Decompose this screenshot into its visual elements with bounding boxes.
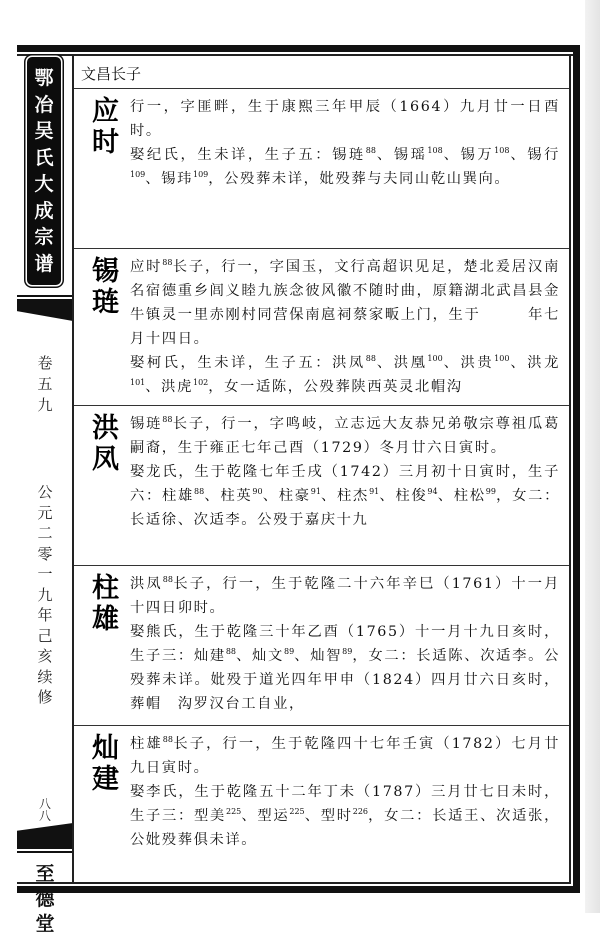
hall-name <box>17 862 73 937</box>
page-reference: 89 <box>342 647 353 656</box>
entry-section <box>74 90 569 249</box>
entry-body <box>130 572 560 716</box>
vertical-char: 年 <box>37 606 53 624</box>
vertical-char: 成 <box>34 199 54 222</box>
entry-text: 、柱豪 <box>262 488 311 504</box>
entry-name-char: 凤 <box>92 444 119 475</box>
page-reference: 88 <box>162 258 173 267</box>
edition-note <box>17 482 73 708</box>
page-reference: 89 <box>284 647 295 656</box>
entry-text: 锡琏 <box>130 416 163 432</box>
entry-name <box>92 256 119 318</box>
page-reference: 88 <box>365 146 376 155</box>
fishtail-lower-band <box>17 823 73 849</box>
entry-text: 娶熊氏，生于乾隆三十年乙酉（1765）十一月十九日亥时，生子三：灿建 <box>130 624 560 664</box>
entry-name-char: 雄 <box>92 604 119 635</box>
entry-paragraph <box>130 351 560 399</box>
page-reference: 94 <box>427 487 438 496</box>
vertical-char: 堂 <box>35 913 55 935</box>
fishtail-rule <box>17 295 73 297</box>
page-reference: 88 <box>162 575 173 584</box>
entry-text: 洪凤 <box>130 576 163 592</box>
vertical-char: 元 <box>37 503 53 522</box>
page-reference: 108 <box>494 146 510 155</box>
entry-name-char: 时 <box>92 127 119 158</box>
vertical-char: 己 <box>37 626 53 645</box>
page-reference: 109 <box>192 170 209 179</box>
vertical-char: 冶 <box>34 93 54 116</box>
entry-text: 、锡瑶 <box>375 147 428 163</box>
entry-paragraph <box>130 572 560 620</box>
fishtail-upper-band <box>17 299 73 321</box>
fishtail-rule <box>17 851 73 853</box>
book-title <box>27 65 61 277</box>
entry-text: 娶李氏，生于乾隆五十二年丁未（1787）三月廿七日未时，生子三：型美 <box>130 784 560 824</box>
page-number <box>17 798 73 822</box>
page-reference: 88 <box>194 487 205 496</box>
entry-text: 娶纪氏，生未详，生子五：锡琏 <box>130 147 366 163</box>
page-reference: 88 <box>162 735 173 744</box>
entry-name <box>92 573 119 635</box>
vertical-char: 八 <box>38 809 51 823</box>
entry-text: 长子，行一，字鸣岐，立志远大友恭兄弟敬宗尊祖瓜葛嗣裔，生于雍正七年己酉（1729）冬月廿六日寅时。 <box>130 416 560 456</box>
right-border-thick <box>573 45 580 893</box>
entry-section <box>74 407 569 566</box>
vertical-char: 鄂 <box>34 67 54 89</box>
vertical-char: 至 <box>35 863 55 885</box>
entry-name-char: 锡 <box>92 256 119 287</box>
bottom-border-thin <box>17 882 571 884</box>
entry-text: 、柱俊 <box>379 488 428 504</box>
entry-body <box>130 95 560 191</box>
entry-name <box>92 413 119 475</box>
page-edge-shadow <box>585 0 600 913</box>
page-reference: 102 <box>192 378 209 387</box>
entry-name <box>92 733 119 795</box>
entry-name-char: 建 <box>92 764 119 795</box>
entry-text: 、柱松 <box>437 488 486 504</box>
vertical-char: 九 <box>37 396 53 414</box>
bottom-border-thick <box>17 886 580 893</box>
entry-text: ，女二：长适徐、次适李。公殁于嘉庆十九 <box>130 488 560 528</box>
page-reference: 90 <box>252 487 263 496</box>
entry-name-char: 应 <box>92 96 119 127</box>
vertical-char: 五 <box>37 375 53 393</box>
top-border-thick <box>17 45 580 52</box>
entry-name-char: 灿 <box>92 733 119 764</box>
vertical-char: 一 <box>37 565 53 583</box>
entry-text: 长子，行一，生于乾隆四十七年壬寅（1782）七月廿九日寅时。 <box>130 736 560 776</box>
entry-text: 、型时 <box>304 808 353 824</box>
vertical-char: 零 <box>37 544 53 563</box>
genealogy-content <box>74 55 569 882</box>
entry-paragraph <box>130 255 560 351</box>
entry-text: ，女二：长适陈、次适李。公殁葬未详。妣殁于道光四年甲申（1824）四月廿六日亥时，葬帽 沟罗汉台工自业， <box>130 648 560 712</box>
entry-text: 长子，行一，字国玉，文行高超识见足，楚北爰居汉南名宿德重乡闾义睦九族念彼风徽不随时曲，原籍湖北武昌县金牛镇灵一里赤刚村同营保南扈祠蔡家畈上门，生于 年七月十四日。 <box>130 259 560 347</box>
entry-text: 、柱英 <box>204 488 253 504</box>
vertical-char: 氏 <box>34 146 54 169</box>
entry-section <box>74 250 569 406</box>
entry-paragraph <box>130 412 560 460</box>
entry-body <box>130 732 560 852</box>
vertical-char: 二 <box>37 524 53 542</box>
entry-text: 长子，行一，生于乾隆二十六年辛巳（1761）十一月十四日卯时。 <box>130 576 560 616</box>
entry-text: 行一，字匪畔，生于康熙三年甲辰（1664）九月廿一日酉时。 <box>130 99 560 139</box>
vertical-char: 德 <box>35 888 55 910</box>
entry-paragraph <box>130 95 560 143</box>
vertical-char: 亥 <box>37 647 53 665</box>
entry-name-char: 琏 <box>92 287 119 318</box>
lineage-header-text: 文昌长子 <box>81 65 142 83</box>
entry-text: 、柱杰 <box>320 488 370 504</box>
entry-text: ，女一适陈，公殁葬陕西英灵北帽沟 <box>208 379 463 395</box>
entry-text: 、灿智 <box>294 648 343 664</box>
vertical-char: 修 <box>37 688 53 706</box>
page-reference: 91 <box>369 487 380 496</box>
entry-text: 柱雄 <box>130 736 163 752</box>
entry-section <box>74 727 569 882</box>
entry-text: 、洪虎 <box>145 379 193 395</box>
entry-text: 应时 <box>130 259 163 275</box>
entry-text: 、锡玮 <box>145 171 193 187</box>
page-reference: 88 <box>225 647 237 656</box>
entry-text: 、型运 <box>241 808 290 824</box>
book-title-box <box>27 57 61 285</box>
entry-body <box>130 412 560 532</box>
vertical-char: 九 <box>37 585 53 604</box>
page-reference: 99 <box>485 487 496 496</box>
entry-text: 、锡万 <box>442 147 495 163</box>
volume-number <box>17 353 73 416</box>
page-reference: 225 <box>225 807 242 816</box>
page-reference: 100 <box>494 354 510 363</box>
entry-name-char: 柱 <box>92 573 119 604</box>
entry-paragraph <box>130 460 560 532</box>
entry-text: 、灿文 <box>236 648 284 664</box>
entry-text: ，女二：长适王、次适张，公妣殁葬俱未详。 <box>130 808 560 848</box>
page-reference: 108 <box>427 146 443 155</box>
page-reference: 88 <box>162 415 173 424</box>
page-reference: 225 <box>289 807 305 816</box>
entry-name <box>92 96 119 158</box>
vertical-char: 大 <box>34 173 54 195</box>
entry-text: 娶柯氏，生未详，生子五：洪凤 <box>130 355 366 371</box>
entry-text: ，公殁葬未详，妣殁葬与夫同山乾山巽向。 <box>208 171 511 187</box>
vertical-char: 谱 <box>34 252 54 275</box>
page-reference: 109 <box>130 170 146 179</box>
entry-text: 娶龙氏，生于乾隆七年壬戌（1742）三月初十日寅时，生子六：柱雄 <box>130 464 560 504</box>
page-margin-sidebar <box>17 55 73 935</box>
page-reference: 226 <box>352 807 369 816</box>
vertical-char: 宗 <box>34 226 54 248</box>
entry-body <box>130 255 560 399</box>
vertical-char: 八 <box>38 797 51 811</box>
entry-paragraph <box>130 732 560 780</box>
page-reference: 91 <box>310 487 321 496</box>
entry-name-char: 洪 <box>92 413 119 444</box>
entry-paragraph <box>130 143 560 191</box>
entry-paragraph <box>130 620 560 716</box>
right-border-thin <box>569 54 571 884</box>
vertical-char: 公 <box>37 483 53 501</box>
lineage-header <box>74 55 569 89</box>
page-reference: 101 <box>130 378 146 387</box>
entry-paragraph <box>130 780 560 852</box>
vertical-char: 吴 <box>34 120 54 142</box>
entry-section <box>74 567 569 726</box>
vertical-char: 续 <box>37 667 53 686</box>
page-reference: 88 <box>365 354 376 363</box>
entry-text: 、洪龙 <box>509 355 560 371</box>
entry-text: 、洪凰 <box>375 355 428 371</box>
entry-text: 、锡行 <box>509 147 560 163</box>
page-reference: 100 <box>427 354 443 363</box>
vertical-char: 卷 <box>37 354 53 372</box>
entry-text: 、洪贵 <box>442 355 495 371</box>
